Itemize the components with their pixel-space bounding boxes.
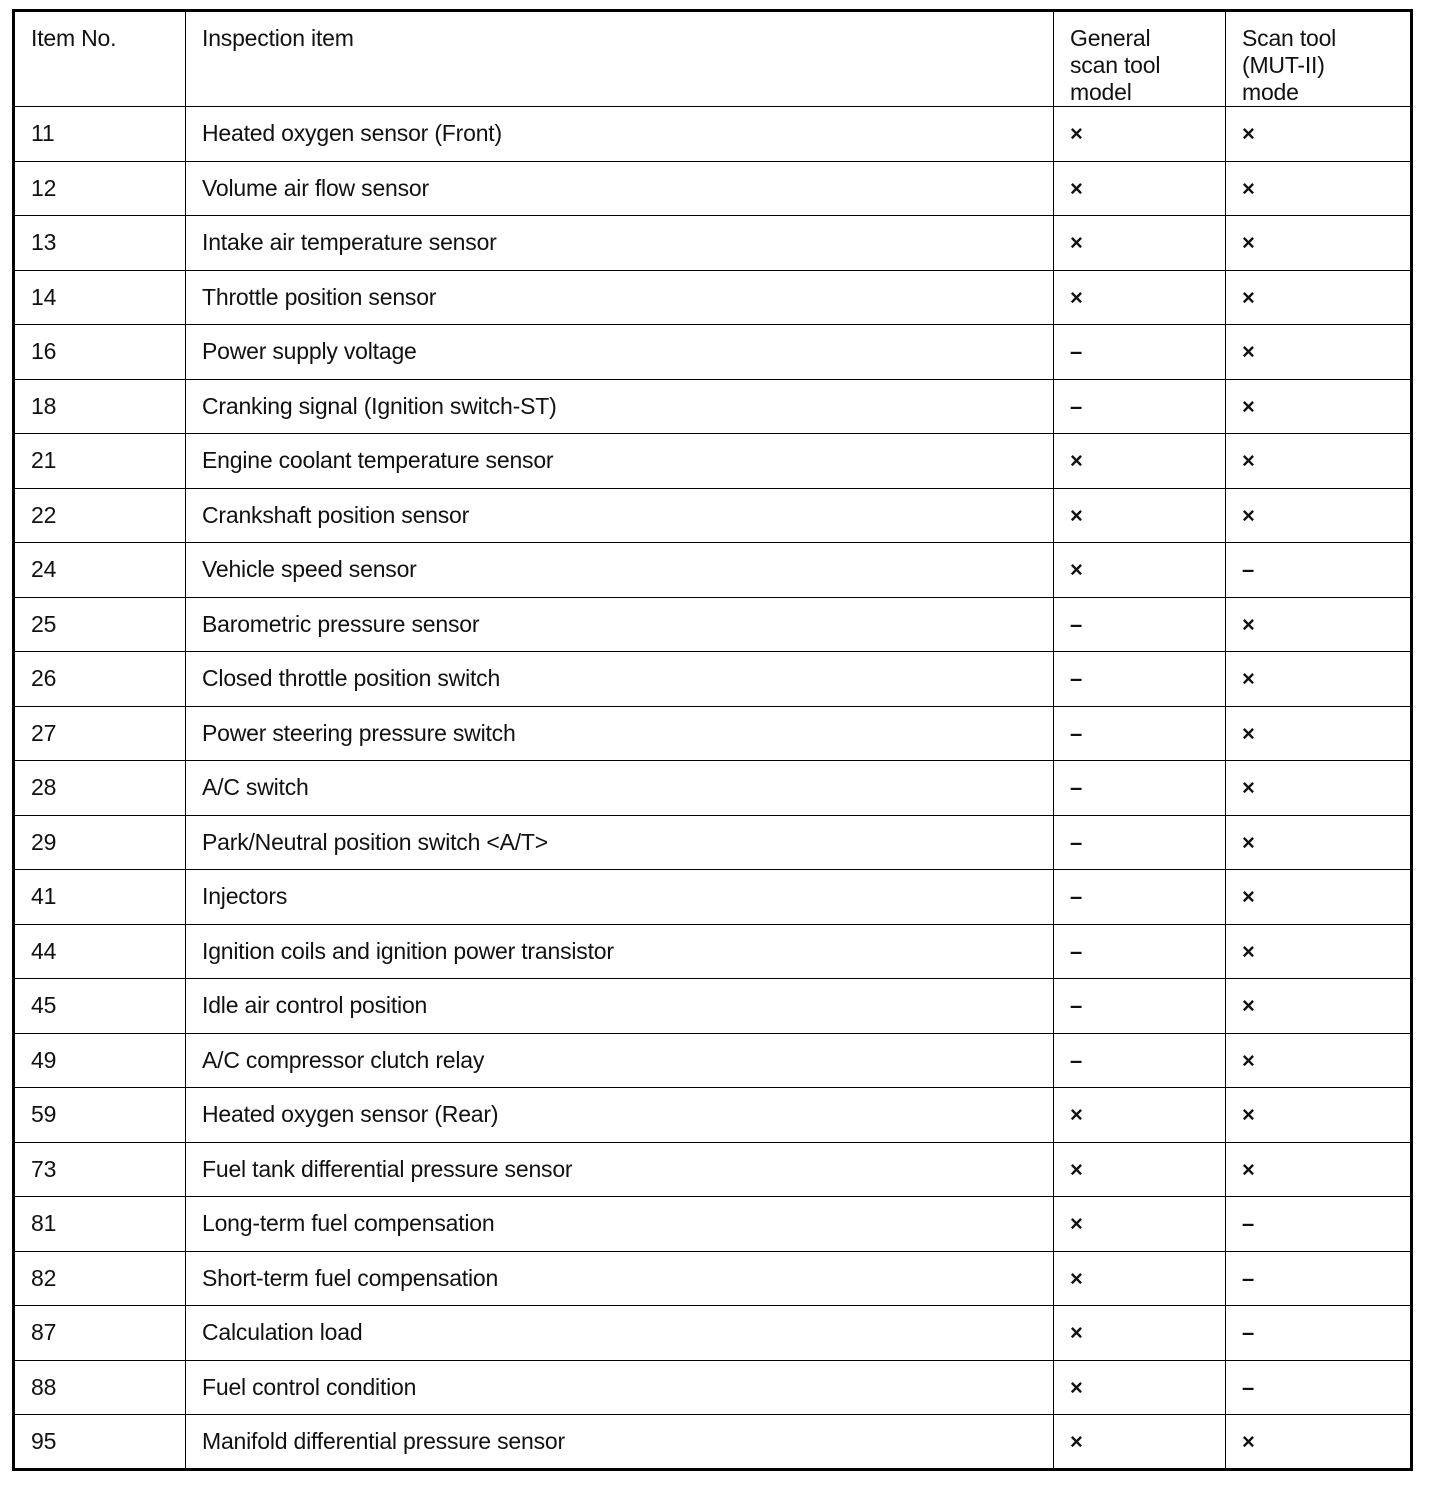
inspection-item-cell-text: Park/Neutral position switch <A/T> xyxy=(202,828,549,855)
supported-mark-icon: × xyxy=(1070,121,1083,147)
scan-tool-mut-cell xyxy=(1226,107,1412,162)
scan-tool-mut-cell xyxy=(1226,815,1412,870)
scan-tool-mut-cell xyxy=(1226,761,1412,816)
header-mut-line: (MUT-II) xyxy=(1242,52,1325,78)
general-scan-tool-cell xyxy=(1054,1088,1226,1143)
table-row xyxy=(14,270,1412,325)
item-no-cell-text: 22 xyxy=(31,501,57,528)
table-row xyxy=(14,1033,1412,1088)
item-no-cell xyxy=(14,1197,186,1252)
general-scan-tool-cell xyxy=(1054,216,1226,271)
general-scan-tool-cell xyxy=(1054,325,1226,380)
not-supported-dash-icon: – xyxy=(1070,993,1083,1019)
inspection-item-cell-text: Power steering pressure switch xyxy=(202,719,516,746)
table-row xyxy=(14,979,1412,1034)
item-no-cell-text: 13 xyxy=(31,229,57,256)
not-supported-dash-icon: – xyxy=(1070,884,1083,910)
inspection-item-cell-text: Heated oxygen sensor (Front) xyxy=(202,120,502,147)
table-row xyxy=(14,379,1412,434)
table-row xyxy=(14,543,1412,598)
item-no-cell-text: 14 xyxy=(31,283,57,310)
supported-mark-icon: × xyxy=(1242,938,1255,964)
scan-tool-mut-cell xyxy=(1226,543,1412,598)
item-no-cell xyxy=(14,543,186,598)
supported-mark-icon: × xyxy=(1242,666,1255,692)
scan-tool-mut-cell xyxy=(1226,216,1412,271)
item-no-cell xyxy=(14,1360,186,1415)
general-scan-tool-cell xyxy=(1054,1306,1226,1361)
inspection-item-cell xyxy=(186,706,1054,761)
inspection-item-cell-text: Idle air control position xyxy=(202,992,428,1019)
general-scan-tool-cell xyxy=(1054,434,1226,489)
table-row xyxy=(14,488,1412,543)
table-row xyxy=(14,815,1412,870)
item-no-cell-text: 24 xyxy=(31,556,57,583)
general-scan-tool-cell xyxy=(1054,979,1226,1034)
header-inspection-item-label: Inspection item xyxy=(202,25,354,51)
header-mut-line: Scan tool xyxy=(1242,25,1337,51)
item-no-cell-text: 18 xyxy=(31,392,57,419)
general-scan-tool-cell xyxy=(1054,1415,1226,1470)
inspection-item-cell xyxy=(186,216,1054,271)
scan-tool-mut-cell xyxy=(1226,434,1412,489)
inspection-item-cell xyxy=(186,434,1054,489)
inspection-item-cell-text: Fuel tank differential pressure sensor xyxy=(202,1155,573,1182)
item-no-cell xyxy=(14,216,186,271)
item-no-cell xyxy=(14,761,186,816)
header-general-line: model xyxy=(1070,79,1132,105)
table-row xyxy=(14,216,1412,271)
table-row xyxy=(14,870,1412,925)
general-scan-tool-cell xyxy=(1054,1033,1226,1088)
table-row xyxy=(14,1415,1412,1470)
table-row xyxy=(14,325,1412,380)
scan-tool-mut-cell xyxy=(1226,161,1412,216)
supported-mark-icon: × xyxy=(1070,1102,1083,1128)
table-row xyxy=(14,1088,1412,1143)
general-scan-tool-cell xyxy=(1054,107,1226,162)
inspection-item-cell xyxy=(186,161,1054,216)
not-supported-dash-icon: – xyxy=(1070,666,1083,692)
item-no-cell-text: 28 xyxy=(31,774,57,801)
supported-mark-icon: × xyxy=(1242,775,1255,801)
inspection-item-cell xyxy=(186,1033,1054,1088)
inspection-item-cell-text: Injectors xyxy=(202,883,288,910)
scan-tool-mut-cell xyxy=(1226,1142,1412,1197)
inspection-item-cell xyxy=(186,270,1054,325)
table-row xyxy=(14,761,1412,816)
supported-mark-icon: × xyxy=(1242,611,1255,637)
scan-tool-mut-cell xyxy=(1226,270,1412,325)
scan-tool-mut-cell xyxy=(1226,597,1412,652)
item-no-cell-text: 27 xyxy=(31,719,57,746)
item-no-cell-text: 95 xyxy=(31,1427,57,1454)
supported-mark-icon: × xyxy=(1242,1428,1255,1454)
scan-tool-mut-cell xyxy=(1226,1360,1412,1415)
inspection-item-cell xyxy=(186,1306,1054,1361)
table-row xyxy=(14,1142,1412,1197)
item-no-cell xyxy=(14,870,186,925)
item-no-cell-text: 44 xyxy=(31,937,57,964)
not-supported-dash-icon: – xyxy=(1070,393,1083,419)
header-general-scan-tool xyxy=(1054,11,1226,107)
general-scan-tool-cell xyxy=(1054,161,1226,216)
general-scan-tool-cell xyxy=(1054,924,1226,979)
not-supported-dash-icon: – xyxy=(1242,1265,1255,1291)
table-row xyxy=(14,161,1412,216)
table-row xyxy=(14,1197,1412,1252)
not-supported-dash-icon: – xyxy=(1070,339,1083,365)
supported-mark-icon: × xyxy=(1242,393,1255,419)
inspection-item-cell-text: Barometric pressure sensor xyxy=(202,610,480,637)
inspection-item-cell-text: Short-term fuel compensation xyxy=(202,1264,499,1291)
item-no-cell xyxy=(14,434,186,489)
header-mut-line: mode xyxy=(1242,79,1299,105)
inspection-item-cell xyxy=(186,761,1054,816)
general-scan-tool-cell xyxy=(1054,379,1226,434)
inspection-item-cell xyxy=(186,379,1054,434)
inspection-item-cell-text: Calculation load xyxy=(202,1319,363,1346)
table-row xyxy=(14,706,1412,761)
inspection-item-cell-text: Power supply voltage xyxy=(202,338,417,365)
inspection-item-cell xyxy=(186,1415,1054,1470)
general-scan-tool-cell xyxy=(1054,706,1226,761)
item-no-cell xyxy=(14,161,186,216)
item-no-cell xyxy=(14,924,186,979)
inspection-item-cell-text: Crankshaft position sensor xyxy=(202,501,470,528)
supported-mark-icon: × xyxy=(1242,720,1255,746)
general-scan-tool-cell xyxy=(1054,270,1226,325)
supported-mark-icon: × xyxy=(1242,1047,1255,1073)
item-no-cell xyxy=(14,597,186,652)
inspection-item-cell-text: A/C compressor clutch relay xyxy=(202,1046,485,1073)
header-row xyxy=(14,11,1412,107)
supported-mark-icon: × xyxy=(1070,502,1083,528)
supported-mark-icon: × xyxy=(1242,829,1255,855)
inspection-item-cell-text: A/C switch xyxy=(202,774,309,801)
inspection-item-cell xyxy=(186,1088,1054,1143)
scan-tool-mut-cell xyxy=(1226,924,1412,979)
not-supported-dash-icon: – xyxy=(1242,1211,1255,1237)
inspection-item-cell-text: Ignition coils and ignition power transistor xyxy=(202,937,614,964)
inspection-item-cell xyxy=(186,597,1054,652)
item-no-cell-text: 21 xyxy=(31,447,57,474)
table-row xyxy=(14,1251,1412,1306)
supported-mark-icon: × xyxy=(1242,230,1255,256)
table-body xyxy=(14,107,1412,1470)
header-item-no-label: Item No. xyxy=(31,25,117,51)
inspection-item-cell xyxy=(186,1360,1054,1415)
scan-tool-mut-cell xyxy=(1226,488,1412,543)
scan-tool-mut-cell xyxy=(1226,1251,1412,1306)
supported-mark-icon: × xyxy=(1242,884,1255,910)
inspection-item-cell-text: Volume air flow sensor xyxy=(202,174,429,201)
scan-tool-mut-cell xyxy=(1226,1197,1412,1252)
supported-mark-icon: × xyxy=(1242,502,1255,528)
not-supported-dash-icon: – xyxy=(1070,829,1083,855)
not-supported-dash-icon: – xyxy=(1242,1374,1255,1400)
inspection-item-cell xyxy=(186,652,1054,707)
general-scan-tool-cell xyxy=(1054,761,1226,816)
item-no-cell-text: 88 xyxy=(31,1373,57,1400)
item-no-cell xyxy=(14,1306,186,1361)
item-no-cell-text: 49 xyxy=(31,1046,57,1073)
inspection-item-cell xyxy=(186,107,1054,162)
supported-mark-icon: × xyxy=(1242,1102,1255,1128)
header-scan-tool-mut xyxy=(1226,11,1412,107)
item-no-cell-text: 73 xyxy=(31,1155,57,1182)
supported-mark-icon: × xyxy=(1070,175,1083,201)
general-scan-tool-cell xyxy=(1054,597,1226,652)
item-no-cell-text: 29 xyxy=(31,828,57,855)
table-header xyxy=(14,11,1412,107)
header-inspection-item xyxy=(186,11,1054,107)
supported-mark-icon: × xyxy=(1070,448,1083,474)
not-supported-dash-icon: – xyxy=(1070,938,1083,964)
inspection-item-cell xyxy=(186,488,1054,543)
inspection-item-cell-text: Closed throttle position switch xyxy=(202,665,501,692)
item-no-cell-text: 82 xyxy=(31,1264,57,1291)
supported-mark-icon: × xyxy=(1242,121,1255,147)
item-no-cell-text: 45 xyxy=(31,992,57,1019)
item-no-cell xyxy=(14,815,186,870)
table-row xyxy=(14,597,1412,652)
general-scan-tool-cell xyxy=(1054,488,1226,543)
item-no-cell-text: 11 xyxy=(31,120,55,147)
item-no-cell-text: 87 xyxy=(31,1319,57,1346)
supported-mark-icon: × xyxy=(1070,1156,1083,1182)
supported-mark-icon: × xyxy=(1070,1320,1083,1346)
supported-mark-icon: × xyxy=(1070,230,1083,256)
inspection-item-cell-text: Manifold differential pressure sensor xyxy=(202,1427,565,1454)
item-no-cell xyxy=(14,270,186,325)
table-row xyxy=(14,1306,1412,1361)
inspection-item-cell-text: Cranking signal (Ignition switch-ST) xyxy=(202,392,557,419)
table-row xyxy=(14,924,1412,979)
inspection-item-cell-text: Fuel control condition xyxy=(202,1373,417,1400)
table-row xyxy=(14,652,1412,707)
scan-tool-mut-cell xyxy=(1226,379,1412,434)
inspection-item-cell-text: Long-term fuel compensation xyxy=(202,1210,495,1237)
item-no-cell xyxy=(14,379,186,434)
inspection-item-cell xyxy=(186,1142,1054,1197)
supported-mark-icon: × xyxy=(1242,284,1255,310)
not-supported-dash-icon: – xyxy=(1070,720,1083,746)
scan-tool-mut-cell xyxy=(1226,1088,1412,1143)
general-scan-tool-cell xyxy=(1054,543,1226,598)
header-general-line: scan tool xyxy=(1070,52,1161,78)
general-scan-tool-cell xyxy=(1054,1197,1226,1252)
table-row xyxy=(14,434,1412,489)
inspection-item-cell xyxy=(186,1197,1054,1252)
table-row xyxy=(14,1360,1412,1415)
scan-tool-mut-cell xyxy=(1226,706,1412,761)
item-no-cell-text: 12 xyxy=(31,174,57,201)
item-no-cell xyxy=(14,325,186,380)
inspection-items-table xyxy=(12,9,1413,1471)
supported-mark-icon: × xyxy=(1242,993,1255,1019)
inspection-item-cell xyxy=(186,325,1054,380)
supported-mark-icon: × xyxy=(1242,1156,1255,1182)
item-no-cell-text: 25 xyxy=(31,610,57,637)
inspection-item-cell-text: Vehicle speed sensor xyxy=(202,556,417,583)
general-scan-tool-cell xyxy=(1054,815,1226,870)
item-no-cell xyxy=(14,1033,186,1088)
supported-mark-icon: × xyxy=(1242,448,1255,474)
supported-mark-icon: × xyxy=(1070,1374,1083,1400)
inspection-item-cell xyxy=(186,979,1054,1034)
scan-tool-mut-cell xyxy=(1226,1033,1412,1088)
general-scan-tool-cell xyxy=(1054,870,1226,925)
item-no-cell xyxy=(14,706,186,761)
supported-mark-icon: × xyxy=(1070,557,1083,583)
inspection-item-cell xyxy=(186,924,1054,979)
inspection-item-cell xyxy=(186,543,1054,598)
item-no-cell-text: 59 xyxy=(31,1101,57,1128)
scan-tool-mut-cell xyxy=(1226,979,1412,1034)
scan-tool-mut-cell xyxy=(1226,1415,1412,1470)
header-item-no xyxy=(14,11,186,107)
inspection-item-cell-text: Heated oxygen sensor (Rear) xyxy=(202,1101,499,1128)
general-scan-tool-cell xyxy=(1054,1142,1226,1197)
general-scan-tool-cell xyxy=(1054,1360,1226,1415)
not-supported-dash-icon: – xyxy=(1070,1047,1083,1073)
item-no-cell-text: 81 xyxy=(31,1210,57,1237)
item-no-cell xyxy=(14,1251,186,1306)
item-no-cell-text: 41 xyxy=(31,883,57,910)
item-no-cell xyxy=(14,1088,186,1143)
item-no-cell-text: 26 xyxy=(31,665,57,692)
scan-tool-mut-cell xyxy=(1226,870,1412,925)
not-supported-dash-icon: – xyxy=(1070,611,1083,637)
inspection-item-cell-text: Engine coolant temperature sensor xyxy=(202,447,554,474)
supported-mark-icon: × xyxy=(1070,1428,1083,1454)
supported-mark-icon: × xyxy=(1070,1265,1083,1291)
general-scan-tool-cell xyxy=(1054,652,1226,707)
item-no-cell xyxy=(14,107,186,162)
item-no-cell xyxy=(14,488,186,543)
inspection-item-cell xyxy=(186,815,1054,870)
item-no-cell xyxy=(14,1142,186,1197)
not-supported-dash-icon: – xyxy=(1070,775,1083,801)
general-scan-tool-cell xyxy=(1054,1251,1226,1306)
scan-tool-mut-cell xyxy=(1226,652,1412,707)
supported-mark-icon: × xyxy=(1070,284,1083,310)
item-no-cell-text: 16 xyxy=(31,338,57,365)
item-no-cell xyxy=(14,979,186,1034)
scan-tool-mut-cell xyxy=(1226,325,1412,380)
not-supported-dash-icon: – xyxy=(1242,557,1255,583)
header-general-line: General xyxy=(1070,25,1151,51)
supported-mark-icon: × xyxy=(1242,175,1255,201)
item-no-cell xyxy=(14,652,186,707)
inspection-item-cell xyxy=(186,870,1054,925)
scan-tool-mut-cell xyxy=(1226,1306,1412,1361)
not-supported-dash-icon: – xyxy=(1242,1320,1255,1346)
inspection-item-cell-text: Intake air temperature sensor xyxy=(202,229,497,256)
inspection-item-cell-text: Throttle position sensor xyxy=(202,283,437,310)
item-no-cell xyxy=(14,1415,186,1470)
table-row xyxy=(14,107,1412,162)
supported-mark-icon: × xyxy=(1070,1211,1083,1237)
supported-mark-icon: × xyxy=(1242,339,1255,365)
inspection-item-cell xyxy=(186,1251,1054,1306)
